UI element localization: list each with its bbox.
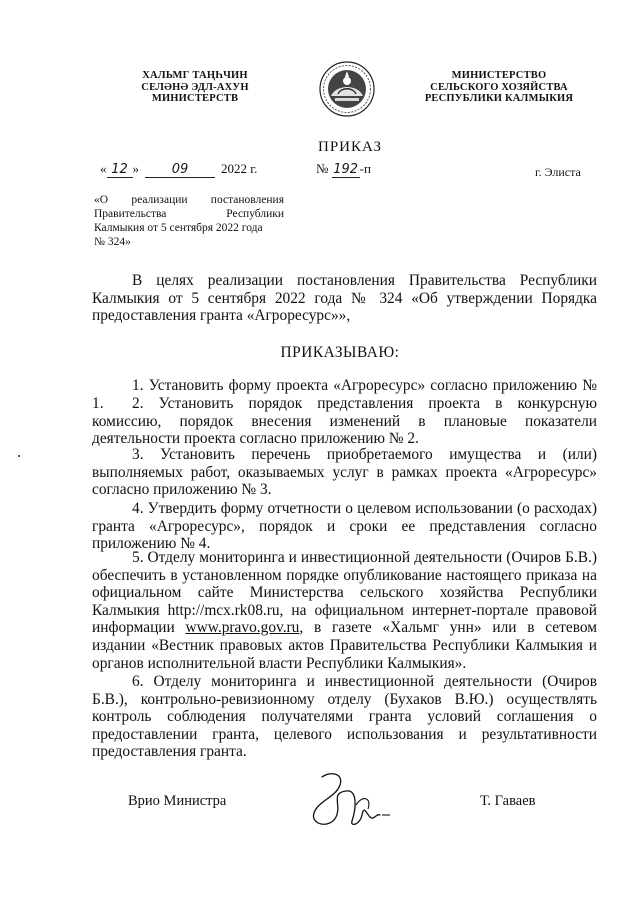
order-number (316, 161, 406, 178)
header-right-line-3: РЕСПУБЛИКИ КАЛМЫКИЯ (424, 93, 574, 104)
signature-name: Т. Гаваев (480, 793, 536, 809)
date-day: 12 (107, 162, 133, 178)
subject-line-2: Правительства Республики (94, 208, 284, 220)
date-close-quote: » (132, 161, 139, 176)
number-suffix: -п (359, 161, 371, 176)
signature-position: Врио Министра (128, 793, 227, 809)
item-6: 6. Отделу мониторинга и инвестиционной деятельности (Очиров Б.В.), контрольно-ревизионному отделу (Бухаков В.Ю.) осуществлять контроль соблюдения получателями гранта условий соглашения о предоставлении гранта, целевого использования и результативности предоставления гранта. (92, 673, 597, 761)
date-year: 2022 г. (221, 161, 258, 176)
subject-line-4: № 324» (94, 236, 131, 248)
item-3: 3. Установить перечень приобретаемого имущества и (или) выполняемых работ, оказываемых услуг в рамках проекта «Агроресурс» согласно приложению № 3. (92, 446, 597, 499)
kalmykia-coat-of-arms-icon (318, 60, 376, 118)
subject-line-1: «О реализации постановления (94, 194, 284, 206)
number-value: 192 (333, 162, 359, 177)
item-2: 2. Установить порядок представления проекта в конкурсную комиссию, порядок внесения изменений в плановые показатели деятельности проекта согласно приложению № 2. (92, 395, 597, 448)
header-right (418, 70, 580, 105)
subject-line-3: Калмыкия от 5 сентября 2022 года (94, 222, 263, 234)
header-left-line-3: МИНИСТЕРСТВ (151, 93, 239, 104)
command-heading: ПРИКАЗЫВАЮ: (280, 344, 400, 361)
order-subject (94, 193, 284, 249)
pravo-link[interactable]: www.pravo.gov.ru (185, 619, 300, 637)
date-open-quote: « (100, 161, 107, 176)
item-5 (92, 549, 597, 672)
header-right-line-1: МИНИСТЕРСТВО (451, 70, 547, 81)
order-title: ПРИКАЗ (318, 139, 382, 155)
intro-paragraph: В целях реализации постановления Правительства Республики Калмыкия от 5 сентября 2022 года № 324 «Об утверждении Порядка предоставления гранта «Агроресурс»», (92, 272, 597, 325)
header-left (120, 70, 270, 105)
date-month: 09 (145, 162, 215, 178)
handwritten-signature (300, 765, 400, 835)
scan-speck (18, 455, 20, 457)
item-5-text-a: 5. Отделу мониторинга и инвестиционной деятельности (Очиров Б.В.) обеспечить в установленном порядке опубликование настоящего приказа на официальном сайте Министерства сельского хозяйства Республики Калмыкия http://mcx.rk08.ru, на официальном интернет-портале правовой информации (92, 549, 597, 637)
item-5-text-b: , в газете «Хальмг унн» или в сетевом издании «Вестник правовых актов Правительства Республики Калмыкия и органов исполнительной власти Республики Калмыкия». (92, 619, 597, 672)
item-1: 1. Установить форму проекта «Агроресурс» согласно приложению № 1. (92, 377, 597, 412)
order-city: г. Элиста (535, 165, 581, 179)
number-sign: № (316, 161, 329, 176)
item-4: 4. Утвердить форму отчетности о целевом использовании (о расходах) гранта «Агроресурс», порядок и сроки ее представления согласно приложению № 4. (92, 500, 597, 553)
header-right-line-2: СЕЛЬСКОГО ХОЗЯЙСТВА (430, 81, 568, 93)
header-left-line-1: ХАЛЬМГ ТАҢҺЧИН (142, 70, 248, 81)
order-date (100, 161, 300, 181)
header-left-line-2: СЕЛӘНӘ ЭДЛ-АХУН (141, 81, 249, 93)
